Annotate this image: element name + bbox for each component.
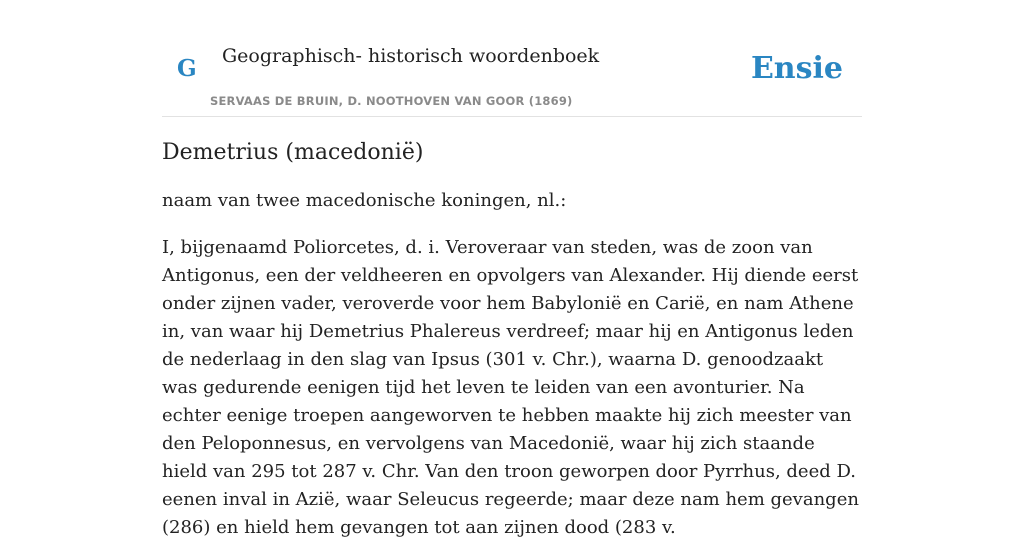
book-authors: SERVAAS DE BRUIN, D. NOOTHOVEN VAN GOOR (1869) [210,94,573,108]
article-body: I, bijgenaamd Poliorcetes, d. i. Veroveraar van steden, was de zoon van Antigonus, een der veldheeren en opvolgers van Alexander. Hij diende eerst onder zijnen vader, veroverde voor hem Babylonië en Carië, en nam Athene in, van waar hij Demetrius Phalereus verdreef; maar hij en Antigonus leden de nederlaag in den slag van Ipsus (301 v. Chr.), waarna D. genoodzaakt was gedurende eenigen tijd het leven te leiden van een avonturier. Na echter eenige troepen aangeworven te hebben maakte hij zich meester van den Peloponnesus, en vervolgens van Macedonië, waar hij zich staande hield van 295 tot 287 v. Chr. Van den troon geworpen door Pyrrhus, deed D. eenen inval in Azië, waar Seleucus regeerde; maar deze nam hem gevangen (286) en hield hem gevangen tot aan zijnen dood (283 v. [162,237,859,538]
book-letter-badge[interactable]: G [177,55,197,82]
article-intro: naam van twee macedonische koningen, nl.: [162,190,567,211]
article [162,136,862,542]
book-title-link[interactable]: Geographisch- historisch woordenboek [222,45,600,67]
page-title: Demetrius (macedonië) [162,140,424,165]
header [162,0,862,117]
ensie-logo-link[interactable]: Ensie [750,51,843,86]
